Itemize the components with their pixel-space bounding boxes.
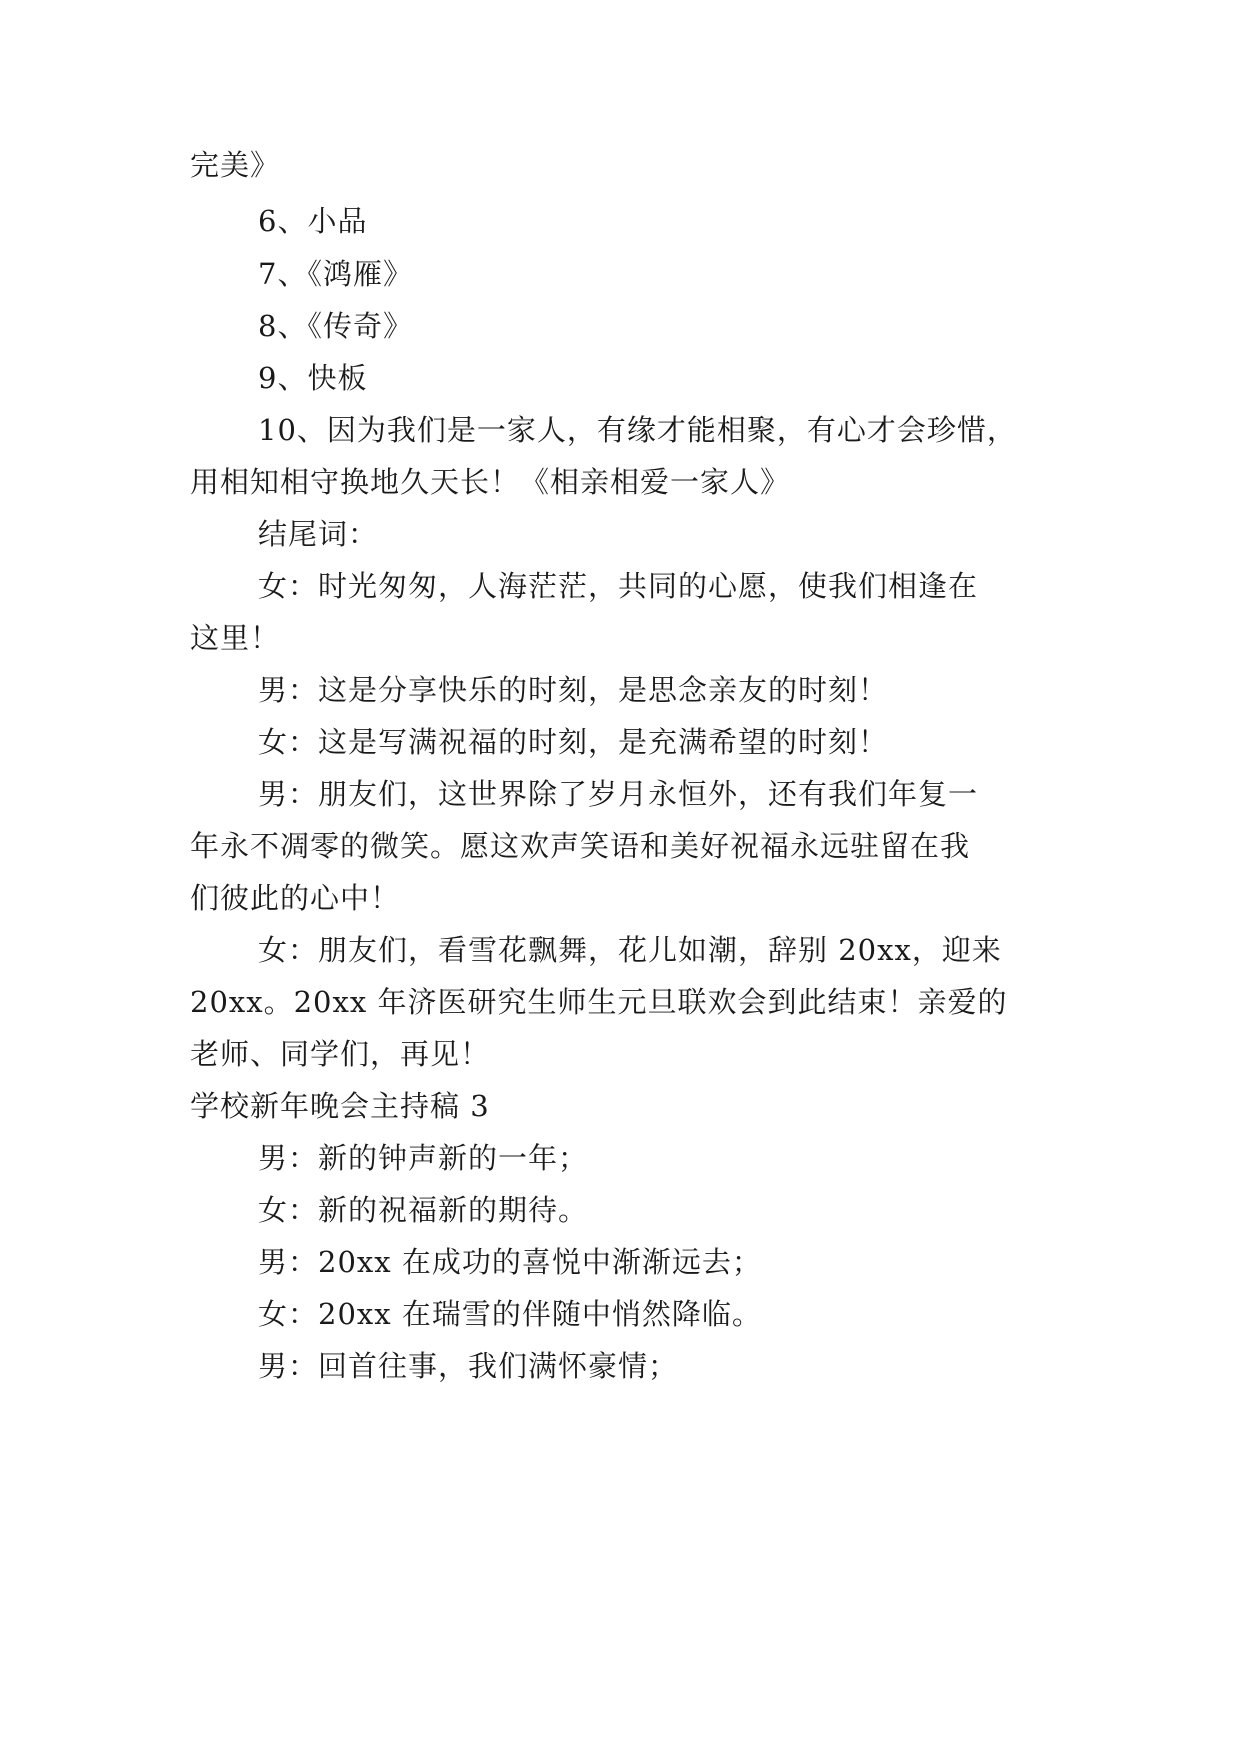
text-line: 7、《鸿雁》 bbox=[258, 257, 413, 291]
text-line: 20xx。20xx 年济医研究生师生元旦联欢会到此结束！亲爱的 bbox=[190, 985, 1008, 1019]
text-line: 女：这是写满祝福的时刻，是充满希望的时刻！ bbox=[258, 725, 889, 759]
text-line: 男：这是分享快乐的时刻，是思念亲友的时刻！ bbox=[258, 673, 889, 707]
section-heading: 结尾词： bbox=[258, 517, 379, 551]
text-line: 男：20xx 在成功的喜悦中渐渐远去； bbox=[258, 1245, 762, 1279]
text-line: 女：时光匆匆，人海茫茫，共同的心愿，使我们相逢在 bbox=[258, 569, 979, 603]
text-line: 用相知相守换地久天长！《相亲相爱一家人》 bbox=[190, 465, 791, 499]
text-line: 9、快板 bbox=[258, 361, 368, 395]
text-line: 女：20xx 在瑞雪的伴随中悄然降临。 bbox=[258, 1297, 762, 1331]
text-line: 6、小品 bbox=[258, 204, 368, 238]
text-line: 男：朋友们，这世界除了岁月永恒外，还有我们年复一 bbox=[258, 777, 979, 811]
text-line: 这里！ bbox=[190, 621, 281, 655]
text-line: 10、因为我们是一家人，有缘才能相聚，有心才会珍惜， bbox=[258, 413, 1017, 447]
text-line: 女：新的祝福新的期待。 bbox=[258, 1193, 589, 1227]
text-line: 8、《传奇》 bbox=[258, 309, 413, 343]
text-line: 男：回首往事，我们满怀豪情； bbox=[258, 1349, 679, 1383]
text-line: 男：新的钟声新的一年； bbox=[258, 1141, 589, 1175]
text-line: 年永不凋零的微笑。愿这欢声笑语和美好祝福永远驻留在我 bbox=[190, 829, 971, 863]
document-title: 学校新年晚会主持稿 3 bbox=[190, 1089, 490, 1123]
text-line: 老师、同学们，再见！ bbox=[190, 1037, 491, 1071]
text-line: 女：朋友们，看雪花飘舞，花儿如潮，辞别 20xx，迎来 bbox=[258, 933, 1002, 967]
text-line: 们彼此的心中！ bbox=[190, 881, 401, 915]
text-line: 完美》 bbox=[190, 148, 281, 182]
